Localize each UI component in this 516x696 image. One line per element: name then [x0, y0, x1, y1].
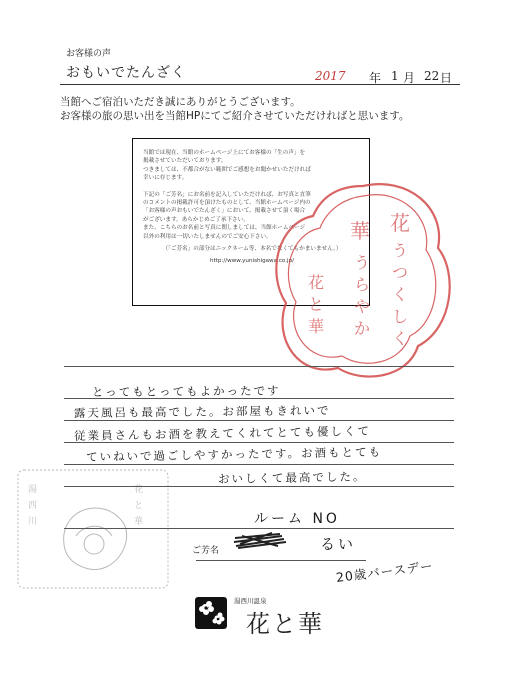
- comment-line: 露天風呂も最高でした。お部屋もきれいで: [73, 403, 331, 420]
- svg-text:し: し: [392, 307, 409, 326]
- notice-text: 「お客様の声おもいでたんざく」において、掲載させて頂く場合: [143, 208, 306, 215]
- side-note: 20歳バースデー: [335, 558, 435, 585]
- date-day-label: 日: [440, 71, 453, 85]
- intro-line: 当館へご宿泊いただき誠にありがとうございます。: [60, 96, 301, 108]
- notice-text: 当館では現在、当館のホームページ上にてお客様の「生の声」を: [143, 150, 306, 156]
- date-month-label: 月: [403, 71, 416, 85]
- svg-text:川: 川: [28, 517, 38, 527]
- logo-name: 花と華: [246, 610, 324, 638]
- svg-text:花: 花: [134, 485, 144, 495]
- notice-text: 掲載させていただいております。: [143, 158, 227, 165]
- svg-text:華: 華: [308, 317, 325, 336]
- comment-line: おいしくて最高でした。: [217, 469, 367, 486]
- svg-text:う: う: [354, 253, 371, 272]
- writing-line: [64, 528, 454, 529]
- svg-text:花: 花: [308, 273, 325, 292]
- svg-text:花: 花: [390, 211, 410, 235]
- date-month-value: 1: [391, 69, 399, 83]
- svg-text:く: く: [392, 285, 409, 304]
- signature-line: [196, 560, 366, 561]
- flower-logo-icon: [194, 596, 228, 630]
- svg-text:く: く: [392, 329, 409, 348]
- svg-text:西: 西: [28, 501, 38, 511]
- comment-line: ていねいで過ごしやすかったです。お酒もとても: [85, 444, 383, 464]
- svg-text:と: と: [134, 501, 144, 511]
- notice-text: 以外の利用は一切いたしませんのでご安心下さい。: [143, 233, 272, 240]
- svg-text:か: か: [354, 319, 371, 338]
- svg-text:つ: つ: [392, 263, 409, 282]
- room-number-text: ルーム NO: [254, 511, 340, 527]
- notice-text: また、こちらのお名前と写真に関しましては、当館ホームページ: [143, 225, 306, 232]
- notice-text: がございます。あらかじめご了承下さい。: [143, 216, 249, 223]
- intro-line: お客様の旅の思い出を当館HPにてご紹介させていただければと思います。: [60, 110, 410, 122]
- comment-line: とってもとってもよかったです: [91, 383, 281, 399]
- svg-text:ら: ら: [354, 275, 371, 294]
- title-underline: [60, 84, 460, 85]
- notice-url: http://www.yunishigawa.co.jp/: [209, 258, 295, 265]
- svg-text:と: と: [308, 295, 325, 314]
- svg-text:湯: 湯: [28, 485, 38, 495]
- svg-text:や: や: [354, 297, 371, 316]
- notice-text: 下記の「ご芳名」にお名前を記入していただければ、お写真と直筆: [143, 191, 311, 198]
- name-value: るい: [320, 535, 357, 553]
- date-year-value: 2017: [315, 69, 346, 83]
- notice-text: 幸いに存じます。: [143, 175, 188, 182]
- writing-line: [64, 366, 454, 367]
- name-label: ご芳名: [192, 546, 220, 556]
- date-year-label: 年: [369, 71, 382, 85]
- page-small-label: お客様の声: [66, 49, 112, 59]
- svg-text:華: 華: [134, 517, 144, 527]
- notice-nickname-note: （「ご芳名」の部分はニックネーム等、本名でなくてもかまいません。）: [162, 246, 342, 253]
- svg-text:う: う: [392, 241, 409, 260]
- notice-text: のコメントの掲載許可を頂けたものとして、当館ホームページ内の: [143, 200, 311, 207]
- svg-text:華: 華: [350, 219, 370, 243]
- page-title: おもいでたんざく: [66, 65, 186, 81]
- comment-line: 従業員さんもお酒を教えてくれてとても優しくて: [73, 423, 372, 443]
- date-day-value: 22: [424, 69, 440, 83]
- notice-text: つきましては、不都合がない範囲でご感想をお聞かせいただければ: [143, 166, 311, 173]
- hanakaze-stamp-icon: [268, 178, 458, 384]
- scribble-icon: [232, 530, 288, 552]
- photo-stamp-icon: [14, 464, 174, 594]
- logo-subtitle: 湯西川温泉: [234, 597, 267, 605]
